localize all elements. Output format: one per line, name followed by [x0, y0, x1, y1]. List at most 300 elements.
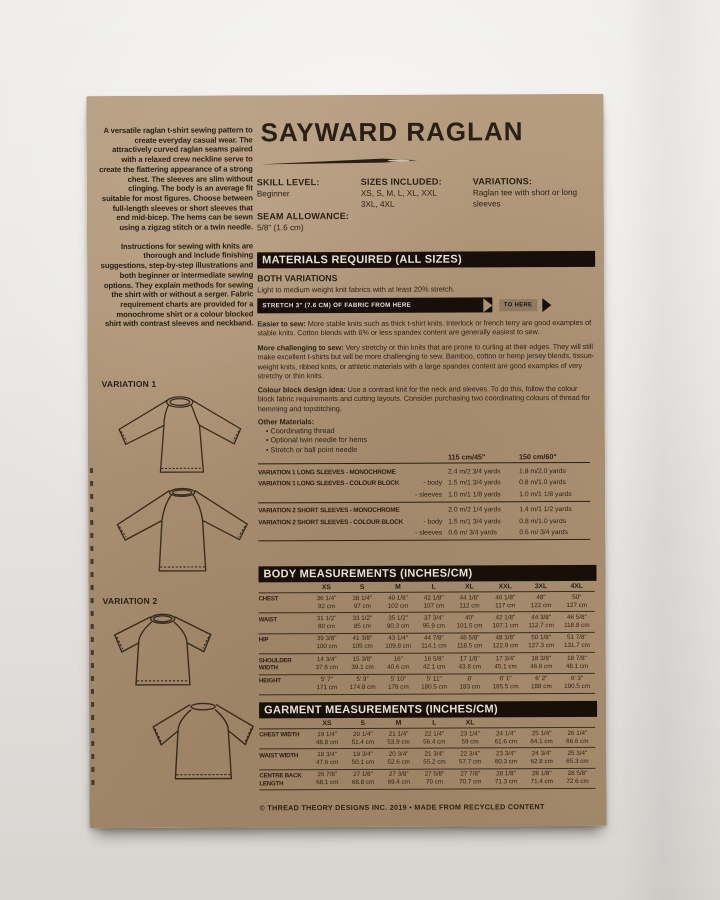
measurement-inches: 43 1/4"	[388, 635, 409, 643]
measurement-row-label: CHEST	[258, 595, 279, 603]
challenging-paragraph	[257, 342, 595, 381]
measurement-row-label: CENTRE BACK LENGTH	[259, 772, 302, 787]
measurement-inches: 6'	[467, 675, 473, 683]
measurement-inches: 50 1/8"	[531, 634, 552, 642]
measurement-row-label: HEIGHT	[258, 677, 281, 685]
measurement-cell	[452, 728, 488, 748]
envelope-serrated-edge	[90, 468, 94, 790]
yardage-row	[258, 502, 590, 517]
measurement-inches: 22 1/4"	[424, 730, 445, 738]
challenging-text: Very stretchy or thin knits that are prone to curling at their edges. They will still make excellent t-shirts but will be more challenging to sew. Bamboo, cotton or hemp jersey blends, tissue-weight knits, ribbed knits, or athletic materials with a large spandex content are good examples of very stretchy or thin knits.	[257, 341, 595, 381]
measurement-cell	[488, 674, 524, 694]
measurement-cm: 45.1 cm	[494, 663, 517, 671]
body-measurements-header: BODY MEASUREMENTS (INCHES/CM)	[258, 565, 596, 582]
measurement-inches: 24 3/4"	[531, 750, 552, 758]
measurement-inches: 27 1/8"	[353, 771, 373, 779]
measurement-inches: 26 7/8"	[317, 771, 338, 779]
measurement-cell	[345, 770, 381, 790]
yardage-row-label	[258, 530, 410, 531]
measurement-cm: 171 cm	[316, 684, 338, 692]
measurement-inches: 28 1/8"	[531, 770, 552, 778]
measurement-cm: 70.7 cm	[459, 778, 482, 786]
measurement-cm: 122 cm	[530, 601, 552, 609]
measurement-cell	[344, 613, 380, 633]
measurement-row	[259, 633, 595, 655]
measurement-inches: 5' 10"	[390, 675, 407, 683]
measurement-cell	[452, 613, 488, 633]
garment-measurements-table	[259, 718, 595, 791]
yardage-row-label	[258, 491, 410, 492]
measurement-cm: 59 cm	[461, 738, 479, 746]
measurement-cell	[380, 613, 416, 633]
measurement-cell	[309, 654, 345, 674]
measurement-inches: 18 3/4"	[317, 751, 338, 759]
measurement-cell	[416, 674, 452, 694]
measurement-cell	[309, 770, 345, 790]
measurement-cm: 180.5 cm	[421, 683, 448, 691]
measurement-inches: 21 3/4"	[424, 750, 445, 758]
measurement-cell	[452, 769, 488, 789]
measurement-cm: 55.2 cm	[423, 758, 446, 766]
measurement-cell	[309, 675, 345, 695]
measurement-cell	[524, 748, 560, 768]
measurement-cm: 39.1 cm	[351, 663, 374, 671]
yardage-value-150: 0.8 m/1.0 yards	[519, 517, 567, 525]
measurement-cell	[309, 634, 345, 654]
measurement-cm: 52.6 cm	[387, 758, 410, 766]
measurement-inches: 28 1/8"	[496, 770, 516, 778]
yardage-row	[258, 463, 590, 478]
measurement-cell	[560, 769, 596, 789]
measurement-cm: 112 cm	[459, 602, 480, 610]
yardage-table	[258, 452, 590, 542]
size-header: S	[359, 583, 365, 591]
measurement-cell	[452, 654, 488, 674]
measurement-cell	[380, 674, 416, 694]
measurement-cell	[487, 592, 523, 612]
measurement-cm: 185.5 cm	[492, 683, 519, 691]
page-title: SAYWARD RAGLAN	[260, 116, 524, 148]
stretch-gauge	[257, 297, 551, 313]
measurement-cm: 65.3 cm	[566, 758, 589, 766]
measurement-cm: 46.6 cm	[530, 662, 553, 671]
measurement-cm: 68.8 cm	[351, 779, 375, 787]
measurement-cell	[416, 654, 452, 674]
left-column	[98, 95, 255, 828]
measurement-cell	[488, 769, 524, 789]
measurement-cm: 69.4 cm	[387, 779, 410, 787]
measurement-cell	[488, 633, 524, 653]
yardage-value-115: 1.5 m/1 3/4 yards	[448, 479, 501, 487]
measurement-row-label: WAIST WIDTH	[259, 751, 299, 760]
measurement-cell	[452, 674, 488, 694]
measurement-row	[259, 653, 595, 675]
measurement-cell	[523, 612, 559, 632]
measurement-inches: 35 1/2"	[388, 614, 408, 622]
measurement-inches: 25 1/4"	[531, 729, 552, 737]
measurement-cell	[559, 673, 595, 693]
measurement-cell	[345, 749, 381, 769]
variation-1-label: VARIATION 1	[101, 378, 157, 390]
seam-allowance-label: SEAM ALLOWANCE:	[256, 210, 350, 221]
measurement-cell	[344, 593, 380, 613]
size-header: M	[395, 719, 402, 727]
measurement-cell	[416, 729, 452, 749]
measurement-cm: 122.9 cm	[492, 642, 519, 650]
measurement-inches: 46 1/8"	[495, 593, 516, 601]
arrow-right-icon	[483, 298, 492, 312]
measurement-cell	[559, 728, 595, 748]
measurement-inches: 46 5/8"	[459, 634, 480, 642]
variation-2-front-illustration	[107, 609, 219, 689]
measurement-cm: 102 cm	[387, 602, 409, 610]
other-material-item: • Stretch or ball point needle	[258, 445, 367, 455]
measurement-cell	[417, 749, 453, 769]
measurement-cell	[380, 633, 416, 653]
measurement-cell	[523, 674, 559, 694]
right-column	[256, 94, 597, 827]
easier-to-sew-label: Easier to sew:	[257, 319, 306, 329]
pattern-info	[257, 176, 595, 233]
measurement-inches: 5' 9"	[356, 675, 369, 684]
yardage-row-sub: - body	[423, 479, 443, 487]
measurement-cm: 68.1 cm	[316, 779, 339, 787]
measurement-inches: 44 3/8"	[531, 614, 551, 622]
measurement-inches: 23 3/4"	[496, 750, 516, 758]
yardage-value-150: 0.8 m/1.0 yards	[519, 479, 566, 487]
description-paragraph-2: Instructions for sewing with knits are thorough and include finishing suggestions, step-by-step illustrations and both beginner or intermediate sewing options. They explain methods for sewing the shirt with or without a serger. Fabric requirement charts are provided for a monochrome shirt or a colour blocked shirt with contrast sleeves and neckband.	[100, 241, 254, 329]
measurement-cm: 62.8 cm	[530, 758, 553, 766]
measurement-cell	[381, 749, 417, 769]
measurement-cell	[523, 592, 559, 612]
measurement-cell	[416, 593, 452, 613]
measurement-row	[259, 748, 595, 770]
measurement-row	[259, 769, 595, 791]
measurement-cm: 56.4 cm	[423, 738, 446, 746]
measurement-cm: 97 cm	[353, 602, 371, 610]
measurement-cell	[345, 674, 381, 694]
measurement-cell	[523, 633, 559, 653]
variations-label: VARIATIONS:	[472, 176, 533, 187]
measurement-cm: 37.6 cm	[315, 663, 338, 671]
measurement-inches: 48"	[536, 593, 546, 601]
measurement-cm: 60.3 cm	[494, 758, 518, 766]
measurement-cm: 51.4 cm	[351, 738, 375, 746]
measurement-inches: 5' 11"	[426, 675, 442, 683]
garment-measurements-header: GARMENT MEASUREMENTS (INCHES/CM)	[259, 701, 597, 718]
measurement-inches: 26 1/4"	[567, 729, 588, 737]
both-variations-heading: BOTH VARIATIONS	[257, 273, 338, 284]
other-materials-label: Other Materials:	[257, 417, 315, 427]
measurement-inches: 39 3/8"	[316, 635, 337, 643]
measurement-cm: 90.3 cm	[386, 622, 410, 630]
measurement-cm: 80 cm	[318, 623, 336, 631]
measurement-row-label: HIP	[258, 636, 269, 644]
measurement-inches: 6' 2"	[535, 675, 548, 683]
colour-block-paragraph	[258, 384, 596, 413]
measurement-cell	[559, 653, 595, 673]
measurement-cm: 107.1 cm	[492, 622, 519, 630]
measurement-cm: 53.9 cm	[387, 738, 410, 746]
size-header: XL	[465, 719, 475, 727]
measurement-cm: 101.5 cm	[456, 622, 483, 630]
measurement-inches: 28 5/8"	[567, 770, 588, 778]
measurement-cm: 92 cm	[317, 602, 336, 610]
variation-2-label: VARIATION 2	[102, 595, 158, 607]
other-material-item: • Optional twin needle for hems	[258, 435, 367, 445]
measurement-cm: 43.8 cm	[458, 663, 481, 671]
yardage-col-150: 150 cm/60"	[518, 452, 557, 462]
measurement-cm: 174.8 cm	[349, 684, 376, 692]
measurement-cell	[488, 749, 524, 769]
size-header: S	[360, 719, 366, 727]
measurement-inches: 14 3/4"	[316, 655, 337, 663]
measurement-cell	[380, 654, 416, 674]
skill-level-value: Beginner	[256, 189, 290, 199]
size-header: L	[431, 583, 436, 591]
other-material-item: • Coordinating thread	[258, 426, 367, 436]
measurement-inches: 24 1/4"	[495, 729, 516, 737]
size-header	[488, 719, 524, 726]
measurement-cm: 118.5 cm	[456, 642, 483, 650]
yardage-row-sub: - sleeves	[414, 491, 443, 499]
measurement-inches: 41 3/8"	[352, 635, 373, 643]
size-header: 3XL	[534, 583, 548, 591]
size-header	[559, 719, 595, 726]
measurement-inches: 42 1/8"	[423, 594, 444, 602]
measurement-cm: 127.3 cm	[528, 642, 555, 650]
measurement-cell	[345, 729, 381, 749]
info-col-3	[473, 176, 595, 233]
measurement-cm: 109.8 cm	[385, 643, 412, 651]
measurement-cm: 85 cm	[353, 622, 371, 631]
measurement-inches: 20 3/4"	[388, 750, 409, 758]
yardage-row-label: VARIATION 1 LONG SLEEVES - COLOUR BLOCK	[258, 479, 400, 488]
yardage-value-150: 1.0 m/1 1/8 yards	[519, 490, 572, 498]
measurement-cell	[524, 728, 560, 748]
arrow-right-icon	[542, 298, 551, 312]
yardage-row-label: VARIATION 1 LONG SLEEVES - MONOCHROME	[258, 468, 396, 476]
measurement-inches: 18 3/8"	[531, 654, 552, 662]
yardage-value-150: 0.6 m/ 3/4 yards	[519, 529, 569, 537]
info-col-1	[257, 177, 361, 233]
variation-1-front-illustration	[105, 391, 255, 478]
measurement-inches: 27 3/8"	[388, 771, 409, 779]
sizes-included-label: SIZES INCLUDED:	[360, 176, 442, 187]
measurement-cm: 42.1 cm	[422, 663, 446, 671]
measurement-cell	[560, 748, 596, 768]
easier-to-sew-text: More stable knits such as thick t-shirt knits. Interlock or french terry are good examples of stable knits. Cotton blends with 6% or less spandex content are generally easiest to sew.	[257, 317, 592, 338]
measurement-cm: 48.8 cm	[315, 738, 339, 746]
measurement-row-label: SHOULDER WIDTH	[258, 656, 292, 672]
measurement-cm: 95.9 cm	[422, 622, 446, 630]
size-header-spacer	[259, 720, 309, 727]
variation-2-back-illustration	[147, 697, 259, 783]
measurement-inches: 17 3/4"	[495, 654, 516, 663]
measurement-inches: 50"	[572, 593, 582, 601]
measurement-cell	[417, 769, 453, 789]
size-header: XL	[465, 583, 474, 591]
measurement-inches: 38 1/4"	[352, 594, 373, 602]
measurement-inches: 36 1/4"	[316, 594, 337, 602]
measurement-cm: 72.6 cm	[566, 778, 589, 786]
colour-block-text: Use a contrast knit for the neck and sleeves. To do this, follow the colour block fabric requirements and cutting layouts. Consider purchasing two coordinating colours of thread for hemming and topstitching.	[257, 383, 590, 413]
measurement-cm: 114.1 cm	[421, 643, 447, 651]
measurement-inches: 31 1/2"	[316, 615, 337, 623]
measurement-inches: 40 1/8"	[388, 594, 408, 602]
measurement-cell	[309, 613, 345, 633]
pattern-envelope	[86, 94, 606, 828]
size-header: XS	[321, 584, 331, 592]
measurement-cell	[381, 729, 417, 749]
yardage-row	[258, 488, 590, 503]
measurement-cell	[309, 593, 345, 613]
size-header: L	[432, 719, 437, 727]
yardage-row-sub: - sleeves	[415, 529, 443, 538]
challenging-label: More challenging to sew:	[257, 343, 344, 353]
measurement-cm: 117 cm	[495, 601, 516, 610]
measurement-inches: 23 1/4"	[460, 730, 480, 738]
measurement-inches: 51 7/8"	[567, 634, 587, 642]
measurement-cm: 183 cm	[459, 683, 481, 691]
colour-block-label: Colour block design idea:	[257, 385, 346, 395]
info-col-2	[361, 176, 473, 232]
measurement-inches: 44 7/8"	[424, 634, 444, 643]
yardage-row-label: VARIATION 2 SHORT SLEEVES - MONOCHROME	[258, 506, 400, 515]
variations-value: Raglan tee with short or long sleeves	[472, 187, 578, 208]
measurement-cm: 190.5 cm	[564, 683, 591, 691]
measurement-cm: 131.7 cm	[563, 642, 590, 650]
measurement-cell	[381, 769, 417, 789]
measurement-cm: 70 cm	[425, 779, 444, 787]
yardage-row	[258, 527, 590, 542]
size-header	[524, 719, 560, 726]
measurement-inches: 17 1/8"	[459, 655, 480, 663]
measurement-inches: 25 3/4"	[567, 749, 588, 758]
measurement-cell	[416, 633, 452, 653]
measurement-inches: 16"	[393, 655, 403, 663]
stretch-gauge-bar	[257, 297, 492, 313]
measurement-inches: 19 1/4"	[317, 730, 337, 738]
measurement-cm: 127 cm	[566, 601, 588, 609]
measurement-cell	[524, 769, 560, 789]
yardage-value-115: 2.0 m/2 1/4 yards	[448, 506, 501, 514]
needle-icon	[261, 154, 421, 165]
measurement-cm: 105 cm	[352, 643, 373, 651]
yardage-row-label: VARIATION 2 SHORT SLEEVES - COLOUR BLOCK	[258, 518, 404, 527]
measurement-cm: 50.1 cm	[351, 758, 375, 767]
measurement-cm: 188 cm	[531, 683, 552, 691]
size-header: XXL	[498, 583, 512, 591]
skill-level-label: SKILL LEVEL:	[256, 177, 320, 188]
measurement-cell	[345, 634, 381, 654]
other-materials	[258, 417, 367, 454]
measurement-cell	[559, 633, 595, 653]
measurement-inches: 6' 1"	[499, 675, 512, 683]
measurement-row-label: WAIST	[258, 616, 278, 624]
yardage-value-150: 1.4 m/1 1/2 yards	[519, 506, 572, 514]
measurement-row	[259, 612, 595, 634]
sizes-included-line1: XS, S, M, L, XL, XXL	[360, 188, 437, 198]
fabric-intro-text: Light to medium weight knit fabrics with at least 20% stretch.	[257, 284, 455, 295]
measurement-row	[259, 728, 595, 750]
measurement-cell	[452, 749, 488, 769]
easier-to-sew-paragraph	[257, 318, 595, 338]
materials-required-header: MATERIALS REQUIRED (ALL SIZES)	[257, 251, 595, 268]
measurement-cm: 118.8 cm	[564, 622, 590, 630]
measurement-inches: 37 3/4"	[423, 614, 444, 622]
other-materials-list	[258, 426, 367, 454]
measurement-inches: 21 1/4"	[388, 730, 409, 738]
measurement-row-label: CHEST WIDTH	[259, 731, 300, 739]
measurement-inches: 15 3/8"	[352, 655, 373, 663]
measurement-cell	[452, 633, 488, 653]
description-paragraph-1: A versatile raglan t-shirt sewing pattern to create everyday casual wear. The attractively curved raglan seams paired with a relaxed crew neckline serve to create the flattering appearance of a strong chest. The sleeves are slim without clinging. The body is an average fit suitable for most figures. Choose between full-length sleeves or short sleeves that end mid-bicep. The hems can be sewn using a zigzag stitch or a twin needle.	[99, 125, 253, 233]
measurement-inches: 27 5/8"	[424, 770, 445, 779]
measurement-cm: 47.6 cm	[315, 759, 339, 767]
measurement-cell	[559, 612, 595, 632]
measurement-inches: 44 1/8"	[459, 594, 480, 602]
yardage-value-115: 0.6 m/ 3/4 yards	[448, 529, 498, 537]
copyright-footer: © THREAD THEORY DESIGNS INC. 2019 • MADE FROM RECYCLED CONTENT	[259, 802, 545, 813]
measurement-cell	[416, 613, 452, 633]
measurement-cm: 48.1 cm	[565, 662, 589, 670]
measurement-row	[259, 592, 595, 614]
measurement-cm: 57.7 cm	[458, 758, 482, 766]
yardage-value-150: 1.8 m/2.0 yards	[519, 467, 566, 475]
measurement-inches: 48 3/8"	[495, 634, 516, 642]
measurement-cell	[559, 592, 595, 612]
variation-1-back-illustration	[107, 483, 257, 576]
yardage-row-sub: - body	[423, 518, 443, 526]
measurement-cell	[309, 729, 345, 749]
sizes-included-line2: 3XL, 4XL	[360, 199, 395, 209]
measurement-cm: 66.6 cm	[566, 737, 589, 745]
to-here-label: TO HERE	[499, 299, 538, 311]
measurement-cm: 107 cm	[423, 602, 445, 610]
size-header-spacer	[259, 584, 309, 591]
yardage-value-115: 2.4 m/2 3/4 yards	[448, 467, 501, 476]
measurement-cell	[380, 593, 416, 613]
measurement-cm: 112.7 cm	[528, 622, 554, 630]
measurement-inches: 33 1/2"	[352, 614, 373, 622]
measurement-cm: 71.4 cm	[530, 778, 553, 786]
measurement-cm: 64.1 cm	[530, 737, 553, 745]
measurement-inches: 18 7/8"	[567, 654, 587, 662]
measurement-inches: 42 1/8"	[495, 614, 516, 622]
size-header: XS	[322, 720, 332, 728]
measurement-inches: 16 5/8"	[424, 655, 444, 663]
measurement-cell	[345, 654, 381, 674]
measurement-inches: 27 7/8"	[460, 770, 481, 778]
measurement-row	[259, 673, 595, 695]
measurement-inches: 5' 7"	[320, 676, 333, 684]
seam-allowance-value: 5/8" (1.6 cm)	[256, 222, 304, 232]
stretch-gauge-label: STRETCH 3" (7.6 CM) OF FABRIC FROM HERE	[262, 301, 412, 310]
measurement-inches: 19 3/4"	[353, 750, 373, 758]
measurement-inches: 46 5/8"	[566, 613, 587, 622]
size-header: 4XL	[570, 582, 583, 591]
measurement-cm: 61.6 cm	[494, 737, 518, 746]
measurement-inches: 6' 3"	[570, 675, 584, 683]
measurement-cm: 71.3 cm	[494, 778, 518, 786]
measurement-cm: 40.6 cm	[387, 663, 410, 671]
measurement-cell	[487, 613, 523, 633]
measurement-cm: 100 cm	[316, 643, 338, 651]
measurement-inches: 40"	[464, 614, 475, 622]
yardage-col-115: 115 cm/45"	[447, 452, 486, 462]
measurement-cell	[488, 653, 524, 673]
